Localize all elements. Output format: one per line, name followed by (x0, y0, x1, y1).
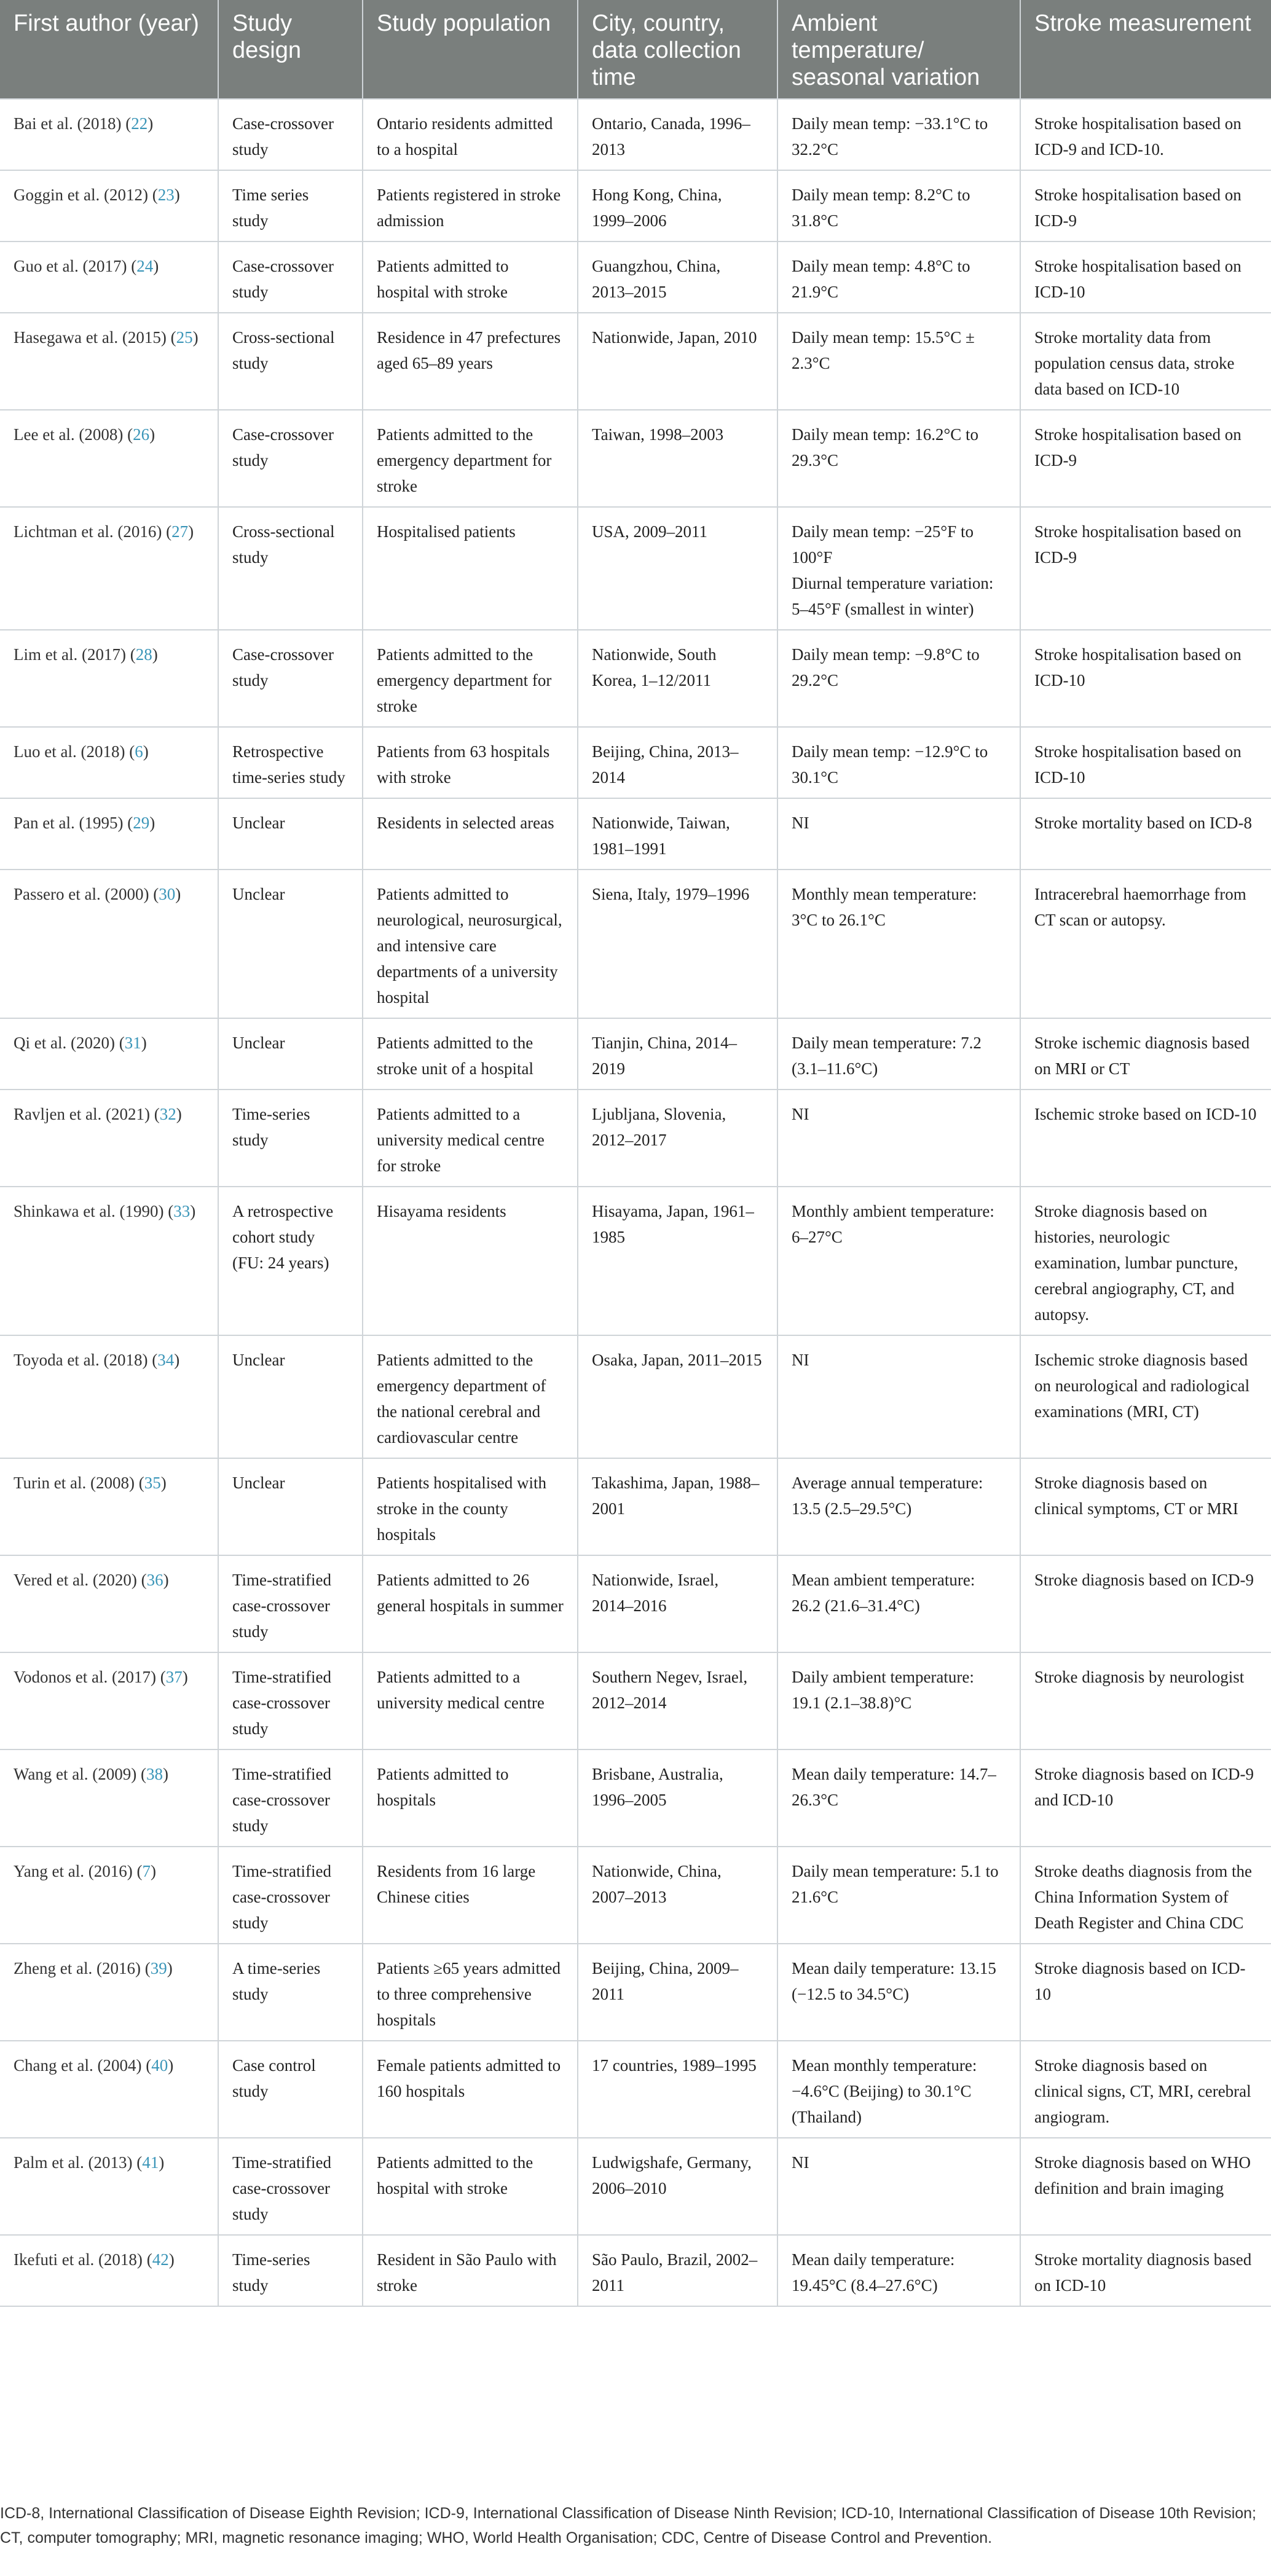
author-name: Chang et al. (2004) (14, 2056, 142, 2075)
temperature-range: Daily mean temp: −9.8°C to 29.2°C (792, 645, 980, 689)
cell-author: Qi et al. (2020) (31) (0, 1018, 218, 1090)
cell-stroke-measurement: Stroke hospitalisation based on ICD-9 and ICD-10. (1020, 99, 1271, 170)
reference-link[interactable]: 27 (171, 522, 189, 541)
author-name: Luo et al. (2018) (14, 742, 125, 761)
header-row (0, 0, 1271, 99)
author-name: Vodonos et al. (2017) (14, 1668, 156, 1686)
cell-stroke-measurement: Stroke mortality diagnosis based on ICD-10 (1020, 2235, 1271, 2306)
cell-location-time: Osaka, Japan, 2011–2015 (578, 1335, 777, 1458)
cell-study-design: Cross-sectional study (218, 507, 363, 630)
author-name: Ravljen et al. (2021) (14, 1105, 150, 1123)
cell-study-population: Patients from 63 hospitals with stroke (363, 727, 578, 798)
cell-study-population: Hospitalised patients (363, 507, 578, 630)
author-name: Palm et al. (2013) (14, 2153, 133, 2172)
cell-temperature (777, 313, 1020, 410)
column-header-author: First author (year) (0, 0, 218, 99)
reference-link[interactable]: 25 (176, 328, 193, 347)
cell-author: Luo et al. (2018) (6) (0, 727, 218, 798)
temperature-range: Daily ambient temperature: 19.1 (2.1–38.8)°C (792, 1668, 974, 1712)
cell-location-time: Ludwigshafe, Germany, 2006–2010 (578, 2138, 777, 2235)
temperature-range: Daily mean temp: 4.8°C to 21.9°C (792, 257, 970, 301)
cell-study-design: A time-series study (218, 1944, 363, 2041)
cell-study-population: Hisayama residents (363, 1187, 578, 1335)
reference-link[interactable]: 6 (135, 742, 143, 761)
cell-location-time: Guangzhou, China, 2013–2015 (578, 242, 777, 313)
reference-link[interactable]: 41 (142, 2153, 159, 2172)
cell-stroke-measurement: Stroke hospitalisation based on ICD-10 (1020, 727, 1271, 798)
author-name: Lichtman et al. (2016) (14, 522, 162, 541)
cell-location-time: Nationwide, China, 2007–2013 (578, 1847, 777, 1944)
cell-location-time: Nationwide, Japan, 2010 (578, 313, 777, 410)
table-row (0, 1187, 1271, 1335)
cell-stroke-measurement: Stroke diagnosis based on ICD-10 (1020, 1944, 1271, 2041)
cell-study-population: Patients admitted to the stroke unit of a hospital (363, 1018, 578, 1090)
reference-link[interactable]: 30 (159, 885, 176, 903)
cell-author: Ikefuti et al. (2018) (42) (0, 2235, 218, 2306)
cell-study-population: Residence in 47 prefectures aged 65–89 years (363, 313, 578, 410)
temperature-range: Daily mean temp: 8.2°C to 31.8°C (792, 186, 970, 230)
cell-study-design: Unclear (218, 1335, 363, 1458)
cell-stroke-measurement: Stroke ischemic diagnosis based on MRI or CT (1020, 1018, 1271, 1090)
author-name: Toyoda et al. (2018) (14, 1351, 148, 1369)
reference-link[interactable]: 29 (133, 814, 150, 832)
cell-study-population: Patients admitted to hospital with stroke (363, 242, 578, 313)
cell-location-time: Ljubljana, Slovenia, 2012–2017 (578, 1090, 777, 1187)
cell-stroke-measurement: Stroke deaths diagnosis from the China Information System of Death Register and China CDC (1020, 1847, 1271, 1944)
author-name: Lim et al. (2017) (14, 645, 126, 664)
temperature-range: NI (792, 2153, 809, 2172)
cell-study-design: Case-crossover study (218, 410, 363, 507)
cell-author: Hasegawa et al. (2015) (25) (0, 313, 218, 410)
reference-link[interactable]: 32 (159, 1105, 176, 1123)
reference-link[interactable]: 28 (135, 645, 152, 664)
reference-link[interactable]: 26 (133, 425, 150, 444)
cell-author: Pan et al. (1995) (29) (0, 798, 218, 870)
cell-stroke-measurement: Intracerebral haemorrhage from CT scan or autopsy. (1020, 870, 1271, 1018)
cell-stroke-measurement: Stroke mortality based on ICD-8 (1020, 798, 1271, 870)
cell-location-time: 17 countries, 1989–1995 (578, 2041, 777, 2138)
table-row (0, 1018, 1271, 1090)
temperature-range: Monthly ambient temperature: 6–27°C (792, 1202, 994, 1246)
table-row (0, 313, 1271, 410)
cell-temperature (777, 2041, 1020, 2138)
table-body (0, 99, 1271, 2306)
temperature-range: Daily mean temp: 16.2°C to 29.3°C (792, 425, 979, 469)
cell-study-design: Unclear (218, 1458, 363, 1555)
author-name: Pan et al. (1995) (14, 814, 124, 832)
cell-study-population: Patients admitted to the hospital with stroke (363, 2138, 578, 2235)
cell-temperature (777, 1458, 1020, 1555)
cell-temperature (777, 727, 1020, 798)
cell-study-population: Patients admitted to neurological, neurosurgical, and intensive care departments of a university hospital (363, 870, 578, 1018)
cell-temperature (777, 1652, 1020, 1749)
table-row (0, 99, 1271, 170)
cell-temperature (777, 1187, 1020, 1335)
cell-study-population: Patients registered in stroke admission (363, 170, 578, 242)
cell-author: Turin et al. (2008) (35) (0, 1458, 218, 1555)
cell-study-design: Case control study (218, 2041, 363, 2138)
cell-study-design: Time-stratified case-crossover study (218, 1847, 363, 1944)
table-footnote: ICD-8, International Classification of Disease Eighth Revision; ICD-9, International Classification of Disease Ninth Revision; ICD-10, International Classification of Disease 10th Revision; CT, computer tomography; MRI, magnetic resonance imaging; WHO, World Health Organisation; CDC, Centre of Disease Control and Prevention. (0, 2505, 1257, 2547)
cell-author: Lee et al. (2008) (26) (0, 410, 218, 507)
cell-author: Toyoda et al. (2018) (34) (0, 1335, 218, 1458)
cell-location-time: Southern Negev, Israel, 2012–2014 (578, 1652, 777, 1749)
reference-link[interactable]: 36 (146, 1571, 163, 1589)
cell-stroke-measurement: Stroke diagnosis by neurologist (1020, 1652, 1271, 1749)
reference-link[interactable]: 39 (150, 1959, 167, 1977)
cell-study-design: Time-stratified case-crossover study (218, 1652, 363, 1749)
cell-author: Yang et al. (2016) (7) (0, 1847, 218, 1944)
cell-study-design: Retrospective time-series study (218, 727, 363, 798)
cell-temperature (777, 1090, 1020, 1187)
temperature-range: Monthly mean temperature: 3°C to 26.1°C (792, 885, 977, 929)
cell-study-population: Patients admitted to a university medical centre (363, 1652, 578, 1749)
cell-study-population: Residents from 16 large Chinese cities (363, 1847, 578, 1944)
table-row (0, 798, 1271, 870)
cell-study-population: Patients admitted to hospitals (363, 1749, 578, 1847)
cell-temperature (777, 2235, 1020, 2306)
reference-link[interactable]: 24 (136, 257, 154, 275)
cell-stroke-measurement: Stroke diagnosis based on clinical signs, CT, MRI, cerebral angiogram. (1020, 2041, 1271, 2138)
cell-temperature (777, 1944, 1020, 2041)
cell-location-time: Nationwide, Taiwan, 1981–1991 (578, 798, 777, 870)
cell-location-time: Beijing, China, 2013–2014 (578, 727, 777, 798)
cell-author: Bai et al. (2018) (22) (0, 99, 218, 170)
cell-study-design: Unclear (218, 798, 363, 870)
cell-temperature (777, 798, 1020, 870)
author-name: Vered et al. (2020) (14, 1571, 137, 1589)
table-row (0, 1652, 1271, 1749)
table-row (0, 1749, 1271, 1847)
cell-author: Lim et al. (2017) (28) (0, 630, 218, 727)
cell-study-design: Time-stratified case-crossover study (218, 1749, 363, 1847)
table-row (0, 2041, 1271, 2138)
author-name: Bai et al. (2018) (14, 114, 122, 133)
table-row (0, 1847, 1271, 1944)
cell-study-population: Patients ≥65 years admitted to three comprehensive hospitals (363, 1944, 578, 2041)
cell-author: Chang et al. (2004) (40) (0, 2041, 218, 2138)
cell-temperature (777, 410, 1020, 507)
cell-location-time: USA, 2009–2011 (578, 507, 777, 630)
cell-location-time: Ontario, Canada, 1996–2013 (578, 99, 777, 170)
cell-study-population: Patients admitted to the emergency department for stroke (363, 630, 578, 727)
cell-location-time: Beijing, China, 2009–2011 (578, 1944, 777, 2041)
cell-stroke-measurement: Stroke diagnosis based on histories, neurologic examination, lumbar puncture, cerebral angiography, CT, and autopsy. (1020, 1187, 1271, 1335)
reference-link[interactable]: 40 (151, 2056, 168, 2075)
cell-location-time: São Paulo, Brazil, 2002–2011 (578, 2235, 777, 2306)
temperature-range: Mean daily temperature: 14.7–26.3°C (792, 1765, 996, 1809)
cell-stroke-measurement: Stroke hospitalisation based on ICD-9 (1020, 507, 1271, 630)
temperature-range: Mean daily temperature: 19.45°C (8.4–27.6°C) (792, 2250, 955, 2295)
cell-author: Palm et al. (2013) (41) (0, 2138, 218, 2235)
reference-link[interactable]: 23 (157, 186, 175, 204)
cell-author: Guo et al. (2017) (24) (0, 242, 218, 313)
cell-location-time: Brisbane, Australia, 1996–2005 (578, 1749, 777, 1847)
cell-author: Vered et al. (2020) (36) (0, 1555, 218, 1652)
cell-study-population: Patients hospitalised with stroke in the county hospitals (363, 1458, 578, 1555)
cell-study-design: A retrospective cohort study (FU: 24 years) (218, 1187, 363, 1335)
cell-stroke-measurement: Stroke diagnosis based on ICD-9 and ICD-10 (1020, 1749, 1271, 1847)
cell-temperature (777, 507, 1020, 630)
cell-study-design: Time-stratified case-crossover study (218, 2138, 363, 2235)
cell-location-time: Takashima, Japan, 1988–2001 (578, 1458, 777, 1555)
author-name: Qi et al. (2020) (14, 1034, 115, 1052)
cell-temperature (777, 242, 1020, 313)
temperature-range: Daily mean temp: −25°F to 100°F (792, 522, 974, 567)
column-header-temperature: Ambient temperature/ seasonal variation (777, 0, 1020, 99)
cell-study-design: Time-series study (218, 2235, 363, 2306)
cell-location-time: Hisayama, Japan, 1961–1985 (578, 1187, 777, 1335)
table-row (0, 1555, 1271, 1652)
temperature-range: NI (792, 1105, 809, 1123)
cell-temperature (777, 1335, 1020, 1458)
cell-location-time: Nationwide, Israel, 2014–2016 (578, 1555, 777, 1652)
cell-temperature (777, 1555, 1020, 1652)
cell-location-time: Nationwide, South Korea, 1–12/2011 (578, 630, 777, 727)
author-name: Yang et al. (2016) (14, 1862, 133, 1880)
reference-link[interactable]: 42 (152, 2250, 169, 2269)
author-name: Lee et al. (2008) (14, 425, 124, 444)
cell-study-population: Resident in São Paulo with stroke (363, 2235, 578, 2306)
table-row (0, 2235, 1271, 2306)
reference-link[interactable]: 7 (142, 1862, 151, 1880)
reference-link[interactable]: 35 (144, 1474, 161, 1492)
author-name: Guo et al. (2017) (14, 257, 127, 275)
temperature-range: Daily mean temperature: 7.2 (3.1–11.6°C) (792, 1034, 982, 1078)
table-row (0, 2138, 1271, 2235)
table-row (0, 170, 1271, 242)
table-row (0, 727, 1271, 798)
cell-temperature (777, 630, 1020, 727)
temperature-range: Average annual temperature: 13.5 (2.5–29.5°C) (792, 1474, 983, 1518)
table-row (0, 1335, 1271, 1458)
author-name: Shinkawa et al. (1990) (14, 1202, 164, 1220)
table-header (0, 0, 1271, 99)
cell-location-time: Taiwan, 1998–2003 (578, 410, 777, 507)
cell-temperature (777, 170, 1020, 242)
reference-link[interactable]: 33 (173, 1202, 191, 1220)
temperature-range: NI (792, 814, 809, 832)
cell-stroke-measurement: Stroke hospitalisation based on ICD-9 (1020, 170, 1271, 242)
cell-location-time: Hong Kong, China, 1999–2006 (578, 170, 777, 242)
cell-study-population: Female patients admitted to 160 hospitals (363, 2041, 578, 2138)
cell-author: Lichtman et al. (2016) (27) (0, 507, 218, 630)
table-row (0, 870, 1271, 1018)
cell-author: Goggin et al. (2012) (23) (0, 170, 218, 242)
author-name: Zheng et al. (2016) (14, 1959, 141, 1977)
cell-temperature (777, 870, 1020, 1018)
temperature-range: Daily mean temp: −33.1°C to 32.2°C (792, 114, 988, 159)
temperature-variation: Diurnal temperature variation: 5–45°F (smallest in winter) (792, 574, 994, 618)
cell-author: Zheng et al. (2016) (39) (0, 1944, 218, 2041)
cell-study-population: Patients admitted to the emergency department of the national cerebral and cardiovascular centre (363, 1335, 578, 1458)
cell-author: Ravljen et al. (2021) (32) (0, 1090, 218, 1187)
cell-author: Wang et al. (2009) (38) (0, 1749, 218, 1847)
cell-temperature (777, 99, 1020, 170)
reference-link[interactable]: 22 (131, 114, 148, 133)
cell-study-design: Unclear (218, 870, 363, 1018)
cell-study-population: Patients admitted to 26 general hospitals in summer (363, 1555, 578, 1652)
cell-location-time: Tianjin, China, 2014–2019 (578, 1018, 777, 1090)
cell-study-design: Time series study (218, 170, 363, 242)
cell-study-population: Ontario residents admitted to a hospital (363, 99, 578, 170)
cell-temperature (777, 1018, 1020, 1090)
temperature-range: Daily mean temp: −12.9°C to 30.1°C (792, 742, 988, 787)
cell-temperature (777, 1847, 1020, 1944)
cell-stroke-measurement: Ischemic stroke based on ICD-10 (1020, 1090, 1271, 1187)
cell-author: Vodonos et al. (2017) (37) (0, 1652, 218, 1749)
cell-stroke-measurement: Stroke diagnosis based on ICD-9 (1020, 1555, 1271, 1652)
reference-link[interactable]: 37 (165, 1668, 183, 1686)
column-header-population: Study population (363, 0, 578, 99)
cell-temperature (777, 1749, 1020, 1847)
cell-study-design: Case-crossover study (218, 242, 363, 313)
cell-study-design: Time-series study (218, 1090, 363, 1187)
table-row (0, 410, 1271, 507)
table-row (0, 242, 1271, 313)
cell-study-population: Patients admitted to the emergency department for stroke (363, 410, 578, 507)
author-name: Wang et al. (2009) (14, 1765, 137, 1783)
cell-study-design: Time-stratified case-crossover study (218, 1555, 363, 1652)
table-row (0, 1090, 1271, 1187)
cell-study-design: Case-crossover study (218, 99, 363, 170)
temperature-range: Daily mean temperature: 5.1 to 21.6°C (792, 1862, 999, 1906)
temperature-range: NI (792, 1351, 809, 1369)
cell-author: Shinkawa et al. (1990) (33) (0, 1187, 218, 1335)
author-name: Hasegawa et al. (2015) (14, 328, 167, 347)
cell-stroke-measurement: Stroke hospitalisation based on ICD-10 (1020, 242, 1271, 313)
reference-link[interactable]: 34 (157, 1351, 175, 1369)
column-header-location: City, country, data collection time (578, 0, 777, 99)
cell-stroke-measurement: Stroke diagnosis based on WHO definition and brain imaging (1020, 2138, 1271, 2235)
cell-stroke-measurement: Ischemic stroke diagnosis based on neurological and radiological examinations (MRI, CT) (1020, 1335, 1271, 1458)
table-row (0, 507, 1271, 630)
cell-study-design: Case-crossover study (218, 630, 363, 727)
table-row (0, 630, 1271, 727)
author-name: Goggin et al. (2012) (14, 186, 148, 204)
author-name: Turin et al. (2008) (14, 1474, 135, 1492)
reference-link[interactable]: 38 (146, 1765, 163, 1783)
cell-stroke-measurement: Stroke hospitalisation based on ICD-9 (1020, 410, 1271, 507)
author-name: Ikefuti et al. (2018) (14, 2250, 143, 2269)
cell-location-time: Siena, Italy, 1979–1996 (578, 870, 777, 1018)
temperature-range: Mean daily temperature: 13.15 (−12.5 to 34.5°C) (792, 1959, 996, 2003)
author-name: Passero et al. (2000) (14, 885, 149, 903)
column-header-design: Study design (218, 0, 363, 99)
temperature-range: Daily mean temp: 15.5°C ± 2.3°C (792, 328, 975, 372)
table-row (0, 1944, 1271, 2041)
cell-study-population: Residents in selected areas (363, 798, 578, 870)
cell-stroke-measurement: Stroke hospitalisation based on ICD-10 (1020, 630, 1271, 727)
cell-stroke-measurement: Stroke mortality data from population census data, stroke data based on ICD-10 (1020, 313, 1271, 410)
cell-study-population: Patients admitted to a university medical centre for stroke (363, 1090, 578, 1187)
reference-link[interactable]: 31 (124, 1034, 141, 1052)
temperature-range: Mean ambient temperature: 26.2 (21.6–31.4°C) (792, 1571, 975, 1615)
cell-temperature (777, 2138, 1020, 2235)
cell-study-design: Cross-sectional study (218, 313, 363, 410)
cell-author: Passero et al. (2000) (30) (0, 870, 218, 1018)
table-row (0, 1458, 1271, 1555)
cell-stroke-measurement: Stroke diagnosis based on clinical symptoms, CT or MRI (1020, 1458, 1271, 1555)
temperature-range: Mean monthly temperature: −4.6°C (Beijing) to 30.1°C (Thailand) (792, 2056, 977, 2126)
cell-study-design: Unclear (218, 1018, 363, 1090)
column-header-measurement: Stroke measurement (1020, 0, 1271, 99)
